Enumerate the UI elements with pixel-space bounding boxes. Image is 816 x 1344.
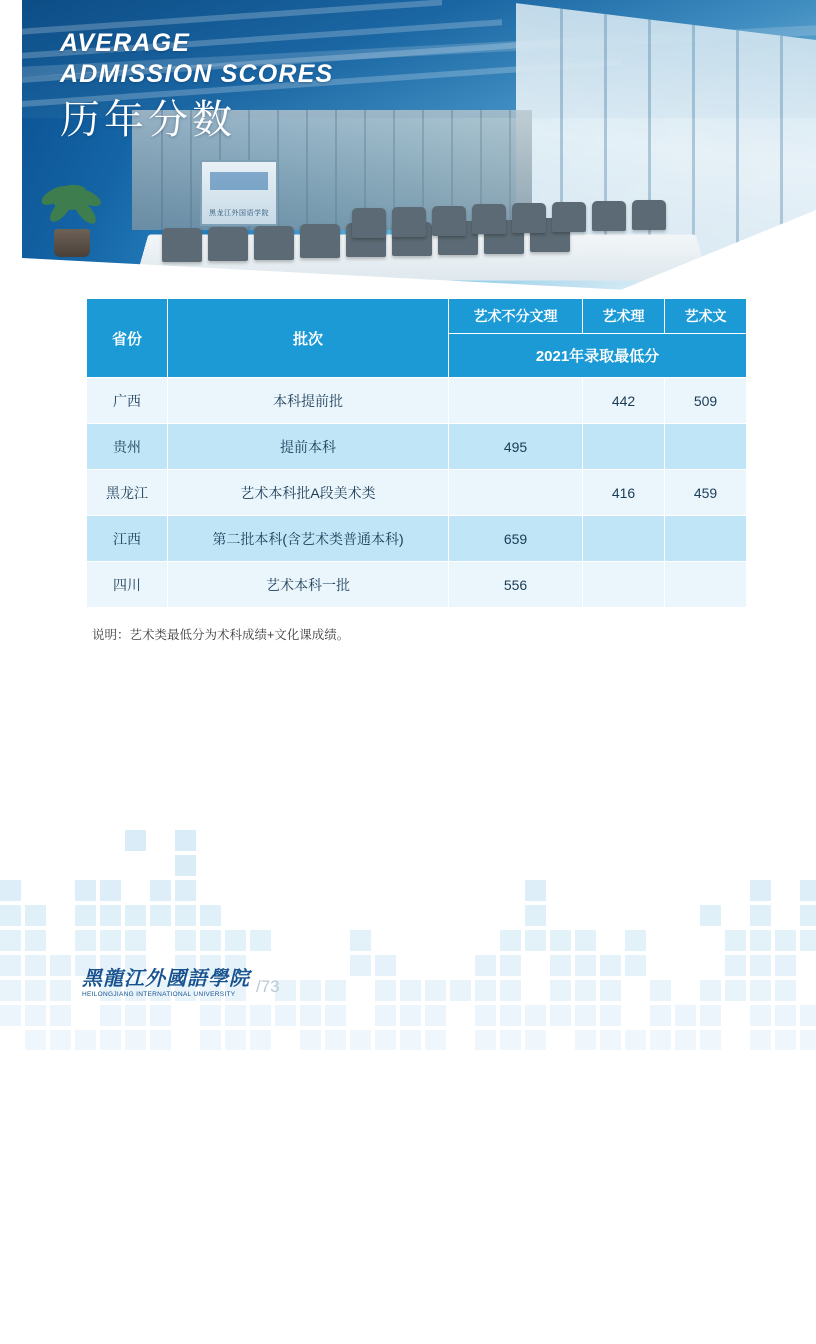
window-mullion-decor	[736, 30, 739, 260]
mosaic-square	[775, 930, 796, 951]
scores-table-wrapper	[86, 298, 731, 608]
mosaic-square	[775, 980, 796, 1001]
mosaic-square	[300, 1030, 321, 1050]
mosaic-square	[125, 830, 146, 851]
mosaic-square	[25, 1030, 46, 1050]
mosaic-square	[750, 1005, 771, 1026]
th-cat2: 艺术理	[583, 299, 665, 334]
title-cn: 历年分数	[60, 98, 236, 142]
mosaic-square	[475, 955, 496, 976]
mosaic-square	[750, 980, 771, 1001]
cell-c3: 459	[665, 470, 747, 516]
wall-panel-decor	[509, 110, 511, 230]
mosaic-square	[800, 930, 816, 951]
mosaic-square	[500, 955, 521, 976]
mosaic-square	[50, 1030, 71, 1050]
mosaic-square	[700, 1030, 721, 1050]
footer-mosaic-decor	[0, 780, 816, 1050]
mosaic-square	[150, 1030, 171, 1050]
mosaic-square	[550, 930, 571, 951]
mosaic-square	[425, 1005, 446, 1026]
page-title	[60, 28, 333, 144]
mosaic-square	[300, 980, 321, 1001]
mosaic-square	[750, 905, 771, 926]
mosaic-square	[600, 955, 621, 976]
mosaic-square	[75, 880, 96, 901]
table-note: 说明：艺术类最低分为术科成绩+文化课成绩。	[92, 628, 350, 642]
window-mullion-decor	[692, 25, 695, 255]
mosaic-square	[575, 1005, 596, 1026]
page-number: /73	[256, 977, 280, 996]
mosaic-square	[750, 930, 771, 951]
cell-c3	[665, 424, 747, 470]
mosaic-square	[150, 905, 171, 926]
chair-decor	[632, 200, 666, 230]
wall-screen-caption: 黑龙江外国语学院	[209, 210, 269, 217]
cell-c1	[449, 470, 583, 516]
mosaic-square	[575, 980, 596, 1001]
mosaic-square	[325, 1005, 346, 1026]
cell-batch: 艺术本科批A段美术类	[168, 470, 449, 516]
mosaic-square	[25, 930, 46, 951]
mosaic-square	[200, 905, 221, 926]
cell-province: 广西	[87, 378, 168, 424]
mosaic-square	[525, 930, 546, 951]
mosaic-square	[775, 1030, 796, 1050]
mosaic-square	[100, 905, 121, 926]
chair-decor	[512, 203, 546, 233]
mosaic-square	[375, 980, 396, 1001]
cell-c2	[583, 424, 665, 470]
chair-decor	[472, 204, 506, 234]
mosaic-square	[675, 1005, 696, 1026]
mosaic-square	[0, 955, 21, 976]
cell-c2	[583, 516, 665, 562]
mosaic-square	[175, 855, 196, 876]
mosaic-square	[150, 1005, 171, 1026]
mosaic-square	[125, 1005, 146, 1026]
chair-decor	[208, 227, 248, 261]
mosaic-square	[475, 1030, 496, 1050]
mosaic-square	[75, 905, 96, 926]
table-row	[87, 378, 747, 424]
table-row	[87, 424, 747, 470]
mosaic-square	[600, 1005, 621, 1026]
mosaic-square	[500, 1005, 521, 1026]
mosaic-square	[525, 880, 546, 901]
mosaic-square	[400, 1005, 421, 1026]
wall-screen-graphic	[210, 172, 268, 190]
mosaic-square	[350, 930, 371, 951]
mosaic-square	[50, 1005, 71, 1026]
mosaic-square	[625, 930, 646, 951]
cell-province: 黑龙江	[87, 470, 168, 516]
mosaic-square	[25, 905, 46, 926]
mosaic-square	[625, 1030, 646, 1050]
cell-c3	[665, 516, 747, 562]
mosaic-square	[0, 1005, 21, 1026]
mosaic-square	[725, 930, 746, 951]
chair-decor	[392, 207, 426, 237]
mosaic-square	[500, 930, 521, 951]
mosaic-square	[25, 980, 46, 1001]
wall-panel-decor	[335, 110, 337, 230]
table-header-row-1	[87, 299, 747, 334]
mosaic-square	[800, 880, 816, 901]
mosaic-square	[700, 1005, 721, 1026]
mosaic-square	[275, 1005, 296, 1026]
mosaic-square	[225, 930, 246, 951]
cell-c1: 659	[449, 516, 583, 562]
table-body	[87, 378, 747, 608]
mosaic-square	[100, 930, 121, 951]
mosaic-square	[425, 980, 446, 1001]
chair-decor	[254, 226, 294, 260]
mosaic-square	[400, 980, 421, 1001]
mosaic-square	[200, 1005, 221, 1026]
mosaic-square	[200, 930, 221, 951]
mosaic-square	[575, 930, 596, 951]
mosaic-square	[800, 1005, 816, 1026]
mosaic-square	[650, 1005, 671, 1026]
mosaic-square	[475, 1005, 496, 1026]
mosaic-square	[625, 955, 646, 976]
mosaic-square	[325, 980, 346, 1001]
mosaic-square	[100, 880, 121, 901]
mosaic-square	[175, 880, 196, 901]
mosaic-square	[775, 955, 796, 976]
plant-pot	[54, 229, 90, 257]
mosaic-square	[0, 905, 21, 926]
mosaic-square	[725, 955, 746, 976]
cell-province: 贵州	[87, 424, 168, 470]
mosaic-square	[800, 1030, 816, 1050]
mosaic-square	[125, 930, 146, 951]
mosaic-square	[600, 980, 621, 1001]
mosaic-square	[600, 1030, 621, 1050]
mosaic-square	[525, 1030, 546, 1050]
cell-c2: 442	[583, 378, 665, 424]
mosaic-square	[450, 980, 471, 1001]
mosaic-square	[800, 905, 816, 926]
mosaic-square	[575, 955, 596, 976]
wall-screen-decor	[200, 160, 278, 226]
mosaic-square	[175, 905, 196, 926]
chair-decor	[352, 208, 386, 238]
mosaic-square	[500, 980, 521, 1001]
mosaic-square	[0, 930, 21, 951]
mosaic-square	[250, 1030, 271, 1050]
mosaic-square	[0, 980, 21, 1001]
mosaic-square	[0, 880, 21, 901]
footer-logo-text-block	[82, 968, 250, 998]
cell-c1: 495	[449, 424, 583, 470]
cell-province: 江西	[87, 516, 168, 562]
footer-logo-cn: 黑龍江外國語學院	[82, 968, 250, 990]
table-head	[87, 299, 747, 378]
mosaic-square	[750, 955, 771, 976]
mosaic-square	[125, 905, 146, 926]
mosaic-square	[475, 980, 496, 1001]
cell-batch: 第二批本科(含艺术类普通本科)	[168, 516, 449, 562]
plant-leaf-decor	[54, 197, 84, 210]
th-province: 省份	[87, 299, 168, 378]
mosaic-square	[250, 1005, 271, 1026]
chair-decor	[432, 206, 466, 236]
mosaic-square	[375, 1030, 396, 1050]
cell-c1	[449, 378, 583, 424]
mosaic-square	[775, 1005, 796, 1026]
mosaic-square	[175, 830, 196, 851]
th-merged-year: 2021年录取最低分	[449, 333, 747, 377]
cell-batch: 艺术本科一批	[168, 562, 449, 608]
cell-c1: 556	[449, 562, 583, 608]
chair-decor	[300, 224, 340, 258]
mosaic-square	[750, 1030, 771, 1050]
mosaic-square	[175, 930, 196, 951]
mosaic-square	[400, 1030, 421, 1050]
mosaic-square	[650, 1030, 671, 1050]
cell-c2	[583, 562, 665, 608]
mosaic-square	[25, 955, 46, 976]
title-en-line2: ADMISSION SCORES	[60, 60, 334, 88]
cell-batch: 本科提前批	[168, 378, 449, 424]
chair-decor	[592, 201, 626, 231]
title-en-line1: AVERAGE	[60, 29, 191, 57]
mosaic-square	[150, 880, 171, 901]
mosaic-square	[50, 980, 71, 1001]
mosaic-square	[425, 1030, 446, 1050]
footer-logo-en: HEILONGJIANG INTERNATIONAL UNIVERSITY	[82, 991, 236, 998]
mosaic-square	[550, 955, 571, 976]
table-row	[87, 516, 747, 562]
hero-banner	[22, 0, 816, 300]
scores-table	[86, 298, 747, 608]
mosaic-square	[250, 930, 271, 951]
mosaic-square	[650, 980, 671, 1001]
mosaic-square	[125, 1030, 146, 1050]
mosaic-square	[225, 1005, 246, 1026]
mosaic-square	[575, 1030, 596, 1050]
mosaic-square	[725, 980, 746, 1001]
table-row	[87, 470, 747, 516]
cell-batch: 提前本科	[168, 424, 449, 470]
mosaic-square	[550, 980, 571, 1001]
mosaic-square	[500, 1030, 521, 1050]
mosaic-square	[50, 955, 71, 976]
cell-c3	[665, 562, 747, 608]
mosaic-square	[325, 1030, 346, 1050]
mosaic-square	[100, 1005, 121, 1026]
th-batch: 批次	[168, 299, 449, 378]
mosaic-square	[525, 1005, 546, 1026]
cell-c3: 509	[665, 378, 747, 424]
footer-logo	[82, 968, 280, 998]
chair-decor	[162, 228, 202, 262]
mosaic-square	[350, 1030, 371, 1050]
mosaic-square	[700, 980, 721, 1001]
th-cat3: 艺术文	[665, 299, 747, 334]
mosaic-square	[300, 1005, 321, 1026]
mosaic-square	[100, 1030, 121, 1050]
mosaic-square	[375, 1005, 396, 1026]
table-row	[87, 562, 747, 608]
mosaic-square	[700, 905, 721, 926]
cell-c2: 416	[583, 470, 665, 516]
mosaic-square	[200, 1030, 221, 1050]
mosaic-square	[550, 1005, 571, 1026]
plant-decor	[40, 185, 106, 241]
mosaic-square	[350, 955, 371, 976]
mosaic-square	[25, 1005, 46, 1026]
cell-province: 四川	[87, 562, 168, 608]
mosaic-square	[375, 955, 396, 976]
mosaic-square	[525, 905, 546, 926]
mosaic-square	[75, 1030, 96, 1050]
mosaic-square	[675, 1030, 696, 1050]
mosaic-square	[750, 880, 771, 901]
mosaic-square	[75, 930, 96, 951]
mosaic-square	[225, 1030, 246, 1050]
chair-decor	[552, 202, 586, 232]
th-cat1: 艺术不分文理	[449, 299, 583, 334]
